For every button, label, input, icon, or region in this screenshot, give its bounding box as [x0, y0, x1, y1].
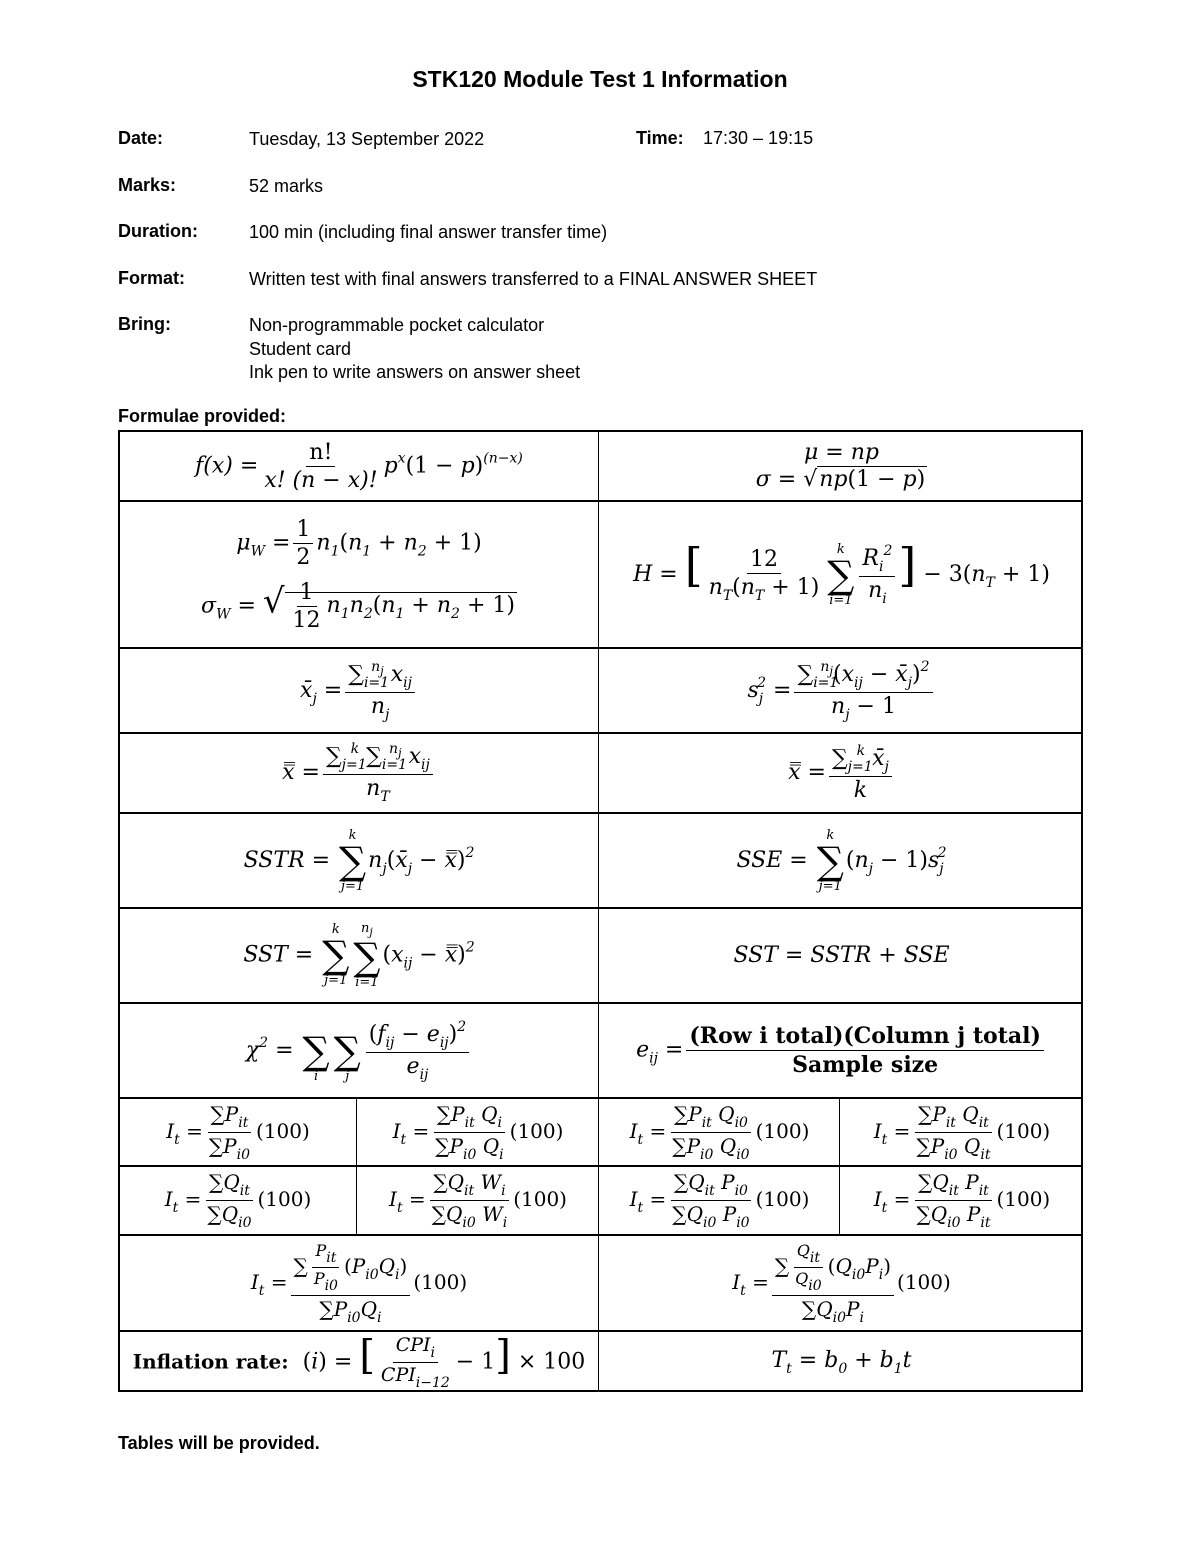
formula-index-paasche: $I_t$ = $\frac{\sum P_{it} Q_{it}}{\sum P_{i0} Q_{it}}$ (100)	[873, 1101, 1051, 1163]
bring-item: Student card	[249, 338, 352, 359]
formula-sample-mean: $x̄_j$ = $\frac{\sum_{i=1}^{n_j} x_{ij}}{n_j}$	[120, 649, 598, 732]
formula-index-weighted-qi: $I_t$ = $\frac{\sum P_{it} Q_i}{\sum P_{i0} Q_i}$ (100)	[392, 1101, 564, 1163]
formula-index-laspeyres-simple: $I_t$ = $\frac{\sum P_{it}}{\sum P_{i0}}$ (100)	[166, 1101, 310, 1163]
formula-sst-sum: SST = SSTR + SSE	[733, 943, 950, 968]
formula-quantity-index-simple: $I_t$ = $\frac{\sum Q_{it}}{\sum Q_{i0}}$ (100)	[164, 1170, 312, 1231]
formula-chi-square: $\chi^2$ = ∑ i ∑ j $\frac{(f_{ij} - e_{ij})^2}{e_{ij}}$	[120, 1004, 598, 1097]
bring-item: Non-programmable pocket calculator	[249, 315, 545, 335]
date-label: Date:	[118, 128, 164, 148]
page-title: STK120 Module Test 1 Information	[412, 66, 788, 92]
formula-kruskal-wallis: H = [ $\frac{12}{n_T(n_T + 1)}$ k ∑ i=1 $\frac{R_i^2}{n_i}$ ] − $3(n_T + 1)$	[633, 538, 1050, 608]
formula-quantity-index-weighted: $I_t$ = $\frac{\sum Q_{it} W_i}{\sum Q_{i0} W_i}$ (100)	[389, 1170, 567, 1231]
marks-label: Marks:	[118, 175, 177, 195]
duration-value: 100 min (including final answer transfer time)	[249, 222, 608, 242]
footer-note: Tables will be provided.	[118, 1433, 320, 1453]
formula-sstr: SSTR = k ∑ j=1 $n_j(x̄_j$ − x̿)$^2$	[243, 827, 475, 894]
bring-item: Ink pen to write answers on answer sheet	[249, 362, 581, 382]
eij-denominator: Sample size	[792, 1052, 939, 1078]
formula-trend-line: $T_t = b_0 + b_1t$	[771, 1347, 912, 1377]
column-divider	[839, 1097, 840, 1234]
formula-price-relative-index: $I_t$ = ∑ $\frac{\text{Pit}}{Pi0}$ $(P_{i0}Q_i)$ $\sum P_{i0}Q_i$ (100)	[250, 1240, 468, 1326]
marks-value: 52 marks	[249, 176, 324, 196]
inflation-label: Inflation rate:	[132, 1349, 289, 1373]
formula-binomial-mean-sd: μ = np σ = √np(1 − p)	[755, 440, 926, 492]
column-divider	[356, 1097, 357, 1234]
formula-quantity-relative-index: $I_t$ = ∑ $\frac{\text{Qit}}{Qi0}$ $(Q_{i0}P_i)$ $\sum Q_{i0}P_i$ (100)	[732, 1240, 951, 1326]
formula-sample-variance: $s_j^2$ = $\frac{\sum_{i=1}^{n_j}(x_{ij} - x̄_j)^2}{n_j - 1}$	[600, 649, 1083, 732]
formula-quantity-index-paasche: $I_t$ = $\frac{\sum Q_{it} P_{it}}{\sum Q_{i0} P_{it}}$ (100)	[873, 1170, 1051, 1231]
format-value: Written test with final answers transferred to a FINAL ANSWER SHEET	[249, 269, 818, 289]
time-label: Time:	[636, 128, 684, 148]
formula-expected-frequency: $e_{ij}$ = $\frac{\text{(Row i total)(Column j total)}}{\text{Sample size}}$	[600, 1004, 1083, 1097]
formula-sse: SSE = k ∑ j=1 $(n_j - 1)s_j^2$	[736, 827, 947, 894]
formula-grand-mean-total: x̿ = $\frac{\sum_{j=1}^k \sum_{i=1}^{n_j} x_{ij}}{n_T}$	[120, 734, 598, 812]
bring-list	[249, 314, 580, 385]
formula-binomial-pmf: f(x) = $\frac{n!}{x! (n - x)!}$ $p^x(1 - p)^{(n-x)}$	[195, 439, 523, 493]
formula-quantity-index-laspeyres: $I_t$ = $\frac{\sum Q_{it} P_{i0}}{\sum Q_{i0} P_{i0}}$ (100)	[629, 1170, 810, 1231]
bring-label: Bring:	[118, 314, 171, 334]
formula-wilcoxon: $\mu_W$ = $\frac{1}{2}$ $n_1(n_1 + n_2 + 1)$ $\sigma_W$ = √ $\frac{1}{12}$ $n_1n_2(n_1 + n_2 + 1)$	[201, 516, 515, 633]
date-value: Tuesday, 13 September 2022	[249, 129, 485, 149]
formula-table	[118, 430, 1083, 1392]
formula-index-laspeyres: $I_t$ = $\frac{\sum P_{it} Q_{i0}}{\sum P_{i0} Q_{i0}}$ (100)	[629, 1101, 810, 1163]
duration-label: Duration:	[118, 221, 198, 241]
formulae-heading: Formulae provided:	[118, 406, 287, 426]
formula-inflation-rate: Inflation rate: (i) = [ $\frac{CPI_i}{CPI_{i-12}}$ − 1] × 100	[132, 1332, 586, 1391]
column-divider	[598, 432, 599, 1392]
format-label: Format:	[118, 268, 185, 288]
time-value: 17:30 – 19:15	[703, 128, 814, 148]
eij-numerator: (Row i total)(Column j total)	[686, 1023, 1044, 1051]
formula-sst: SST = k ∑ j=1 $n_j$ ∑ i=1 ($x_{ij}$ − x̿)$^2$	[243, 920, 475, 991]
formula-grand-mean-k: x̿ = $\frac{\sum_{j=1}^k x̄_j}{k}$	[600, 734, 1083, 812]
